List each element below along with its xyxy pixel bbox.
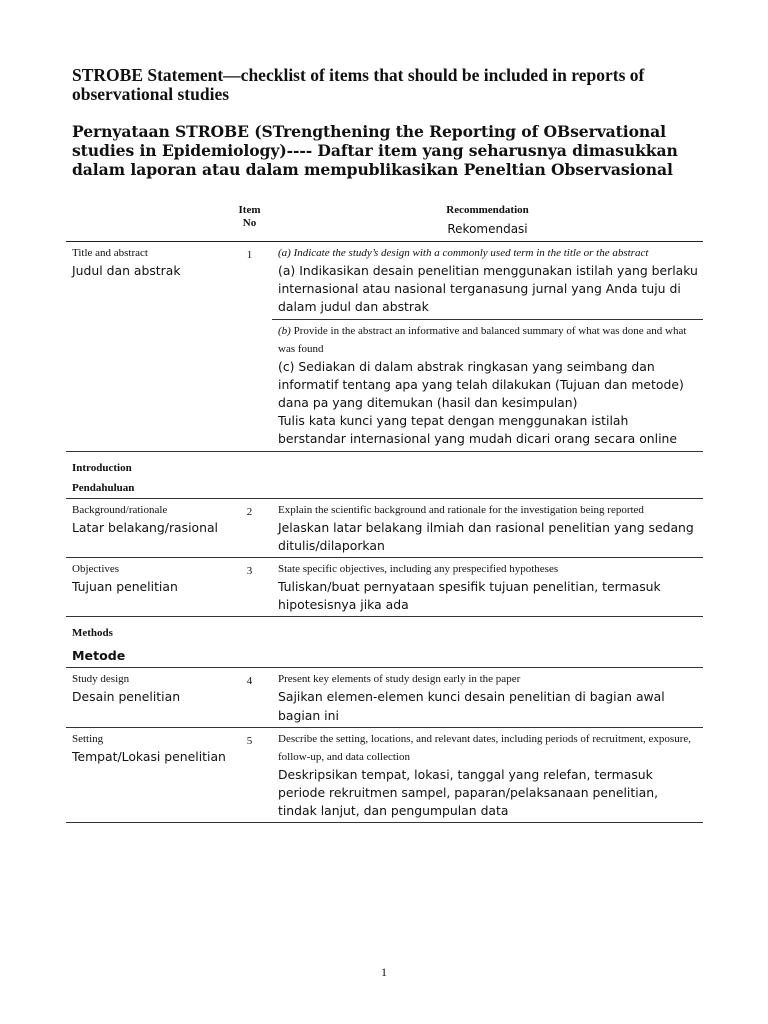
section-cell-methods <box>66 617 227 668</box>
label-cell-study-design <box>66 668 227 727</box>
table-row-study-design <box>66 668 703 727</box>
section-cell-introduction <box>66 451 227 498</box>
recommendation-cell <box>272 558 703 617</box>
item-label-english: Study design <box>72 673 130 686</box>
item-number: 1 <box>246 249 253 261</box>
item-number-cell <box>227 727 272 823</box>
recommendation-english <box>278 244 699 262</box>
item-number: 5 <box>246 734 253 747</box>
item-number-cell <box>227 617 272 668</box>
section-label-english: Introduction <box>72 461 132 474</box>
table-header-row <box>66 200 703 242</box>
item-number: 2 <box>246 505 253 518</box>
item-letter: (a) <box>278 247 291 259</box>
item-label-indonesian: Latar belakang/rasional <box>72 519 219 535</box>
recommendation-indonesian: (a) Indikasikan desain penelitian menggunakan istilah yang berlaku internasional atau nasional terganasung jurnal yang Anda tuju di dalam judul dan abstrak <box>278 263 698 315</box>
page-number: 1 <box>381 965 387 979</box>
header-no-label: No <box>242 217 257 229</box>
recommendation-indonesian: (c) Sediakan di dalam abstrak ringkasan yang seimbang dan informatif tentang apa yang telah dilakukan (Tujuan dan metode) dana pa yang ditemukan (hasil dan kesimpulan) <box>278 358 684 411</box>
recommendation-english: Present key elements of study design early in the paper <box>278 673 521 686</box>
header-item-label: Item <box>238 204 261 216</box>
recommendation-text: Indicate the study’s design with a commonly used term in the title or the abstract <box>290 247 649 259</box>
table-row-title-abstract-a <box>66 242 703 320</box>
recommendation-english: Explain the scientific background and rationale for the investigation being reported <box>278 503 644 516</box>
recommendation-english: State specific objectives, including any prespecified hypotheses <box>278 563 559 576</box>
header-recommendation <box>272 200 703 242</box>
header-empty-cell <box>66 200 227 242</box>
header-recommendation-english: Recommendation <box>446 204 529 216</box>
recommendation-cell <box>272 451 703 498</box>
label-cell-setting <box>66 727 227 823</box>
recommendation-cell <box>272 617 703 668</box>
item-number-cell <box>227 668 272 727</box>
item-number: 4 <box>246 675 253 688</box>
item-number-cell <box>227 451 272 498</box>
recommendation-cell-a <box>272 242 703 320</box>
section-cell-title-abstract <box>66 242 227 452</box>
recommendation-indonesian: Sajikan elemen-elemen kunci desain penelitian di bagian awal bagian ini <box>278 689 665 723</box>
recommendation-indonesian: Jelaskan latar belakang ilmiah dan rasional penelitian yang sedang ditulis/dilaporkan <box>278 519 694 553</box>
recommendation-indonesian: Tuliskan/buat pernyataan spesifik tujuan penelitian, termasuk hipotesisnya jika ada <box>278 579 661 613</box>
table-row-introduction <box>66 451 703 498</box>
strobe-checklist-table <box>66 200 703 823</box>
item-number-cell <box>227 242 272 452</box>
recommendation-english: Describe the setting, locations, and relevant dates, including periods of recruitment, exposure, follow-up, and data collection <box>278 732 691 763</box>
recommendation-english <box>278 322 699 358</box>
label-cell-objectives <box>66 558 227 617</box>
section-label-english: Title and abstract <box>72 247 148 259</box>
item-label-english: Objectives <box>72 563 120 576</box>
item-number-cell <box>227 498 272 557</box>
item-number: 3 <box>246 565 253 578</box>
recommendation-cell <box>272 727 703 823</box>
header-recommendation-indonesian: Rekomendasi <box>447 222 528 236</box>
recommendation-indonesian-keywords: Tulis kata kunci yang tepat dengan menggunakan istilah berstandar internasional yang mudah dicari orang secara online <box>278 413 678 447</box>
document-title-english: STROBE Statement—checklist of items that should be included in reports of observational studies <box>72 65 645 104</box>
item-label-english: Background/rationale <box>72 503 168 516</box>
item-letter: (b) <box>278 324 291 337</box>
recommendation-cell <box>272 668 703 727</box>
item-number-cell <box>227 558 272 617</box>
recommendation-indonesian: Deskripsikan tempat, lokasi, tanggal yang relefan, termasuk periode rekruitmen sampel, paparan/pelaksanaan penelitian, tindak lanjut, dan pengumpulan data <box>278 766 659 819</box>
table-row-objectives <box>66 558 703 617</box>
item-label-indonesian: Tempat/Lokasi penelitian <box>72 748 226 764</box>
table-row-background <box>66 498 703 557</box>
item-label-english: Setting <box>72 732 104 745</box>
recommendation-cell-b <box>272 319 703 451</box>
item-label-indonesian: Tujuan penelitian <box>72 579 178 595</box>
section-label-indonesian: Pendahuluan <box>72 481 135 494</box>
table-row-methods <box>66 617 703 668</box>
item-label-indonesian: Desain penelitian <box>72 689 181 705</box>
section-label-indonesian: Metode <box>72 648 126 664</box>
document-title-indonesian: Pernyataan STROBE (STrengthening the Reporting of OBservational studies in Epidemiology)---- Daftar item yang seharusnya dimasukkan dalam laporan atau dalam mempublikasikan Peneltian Observasional <box>72 122 678 179</box>
section-label-indonesian: Judul dan abstrak <box>72 263 181 278</box>
label-cell-background <box>66 498 227 557</box>
recommendation-cell <box>272 498 703 557</box>
header-item-no <box>227 200 272 242</box>
section-label-english: Methods <box>72 627 113 640</box>
recommendation-text: Provide in the abstract an informative and balanced summary of what was done and what was found <box>278 324 687 355</box>
table-row-setting <box>66 727 703 823</box>
